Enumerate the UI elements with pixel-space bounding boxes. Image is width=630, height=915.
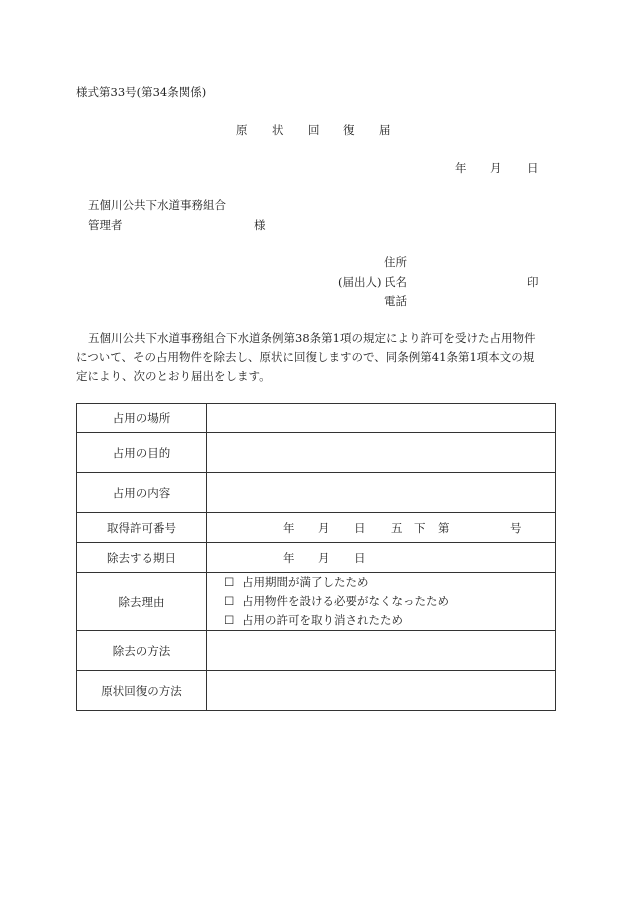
addressee-honorific: 様	[254, 218, 266, 232]
reason-option[interactable]	[224, 611, 555, 630]
table-row	[77, 573, 556, 631]
table-row	[77, 671, 556, 711]
reason-text: 占用の許可を取り消されたため	[242, 613, 403, 627]
removal-month: 月	[318, 551, 330, 565]
permit-number-field[interactable]	[207, 513, 556, 543]
reason-option[interactable]	[224, 573, 555, 592]
seal-mark: 印	[527, 275, 539, 289]
permit-prefix-1: 五	[391, 521, 403, 535]
table-row	[77, 473, 556, 513]
permit-prefix-2: 下	[414, 521, 426, 535]
form-number: 様式第33号(第34条関係)	[76, 85, 207, 99]
row-label: 占用の目的	[77, 433, 207, 473]
permit-month: 月	[318, 521, 330, 535]
title-char: 復	[343, 123, 355, 137]
permit-go: 号	[510, 521, 522, 535]
removal-day: 日	[354, 551, 366, 565]
row-label: 除去理由	[77, 573, 207, 631]
row-label: 占用の内容	[77, 473, 207, 513]
reason-text: 占用期間が満了したため	[242, 575, 369, 589]
removal-year: 年	[283, 551, 295, 565]
purpose-field[interactable]	[207, 433, 556, 473]
location-field[interactable]	[207, 404, 556, 433]
title-char: 原	[236, 123, 248, 137]
removal-date-field[interactable]	[207, 543, 556, 573]
form-table	[76, 403, 556, 711]
table-row	[77, 433, 556, 473]
table-row	[77, 631, 556, 671]
date-year: 年	[455, 161, 467, 175]
title-char: 状	[272, 123, 284, 137]
checkbox-icon[interactable]: ☐	[224, 575, 235, 589]
table-row	[77, 404, 556, 433]
row-label: 除去する期日	[77, 543, 207, 573]
date-month: 月	[490, 161, 502, 175]
reason-text: 占用物件を設ける必要がなくなったため	[242, 594, 449, 608]
reason-option[interactable]	[224, 592, 555, 611]
applicant-phone-label: 電話	[384, 294, 407, 308]
body-line: 定により、次のとおり届出をします。	[76, 369, 271, 383]
applicant-address-label: 住所	[384, 255, 407, 269]
addressee-role: 管理者	[88, 218, 123, 232]
permit-year: 年	[283, 521, 295, 535]
checkbox-icon[interactable]: ☐	[224, 613, 235, 627]
row-label: 取得許可番号	[77, 513, 207, 543]
reason-field	[207, 573, 556, 631]
date-day: 日	[527, 161, 539, 175]
table-row	[77, 513, 556, 543]
title-char: 回	[308, 123, 320, 137]
removal-method-field[interactable]	[207, 631, 556, 671]
permit-dai: 第	[438, 521, 450, 535]
title-char: 届	[379, 123, 391, 137]
permit-day: 日	[354, 521, 366, 535]
date-line	[455, 160, 545, 176]
row-label: 占用の場所	[77, 404, 207, 433]
row-label: 除去の方法	[77, 631, 207, 671]
addressee-organization: 五個川公共下水道事務組合	[88, 198, 226, 212]
body-line: 五個川公共下水道事務組合下水道条例第38条第1項の規定により許可を受けた占用物件	[88, 331, 536, 345]
checkbox-icon[interactable]: ☐	[224, 594, 235, 608]
applicant-name-prefix: (届出人)	[338, 275, 382, 289]
applicant-name-label: 氏名	[384, 275, 407, 289]
body-line: について、その占用物件を除去し、原状に回復しますので、同条例第41条第1項本文の規	[76, 350, 535, 364]
restoration-method-field[interactable]	[207, 671, 556, 711]
content-field[interactable]	[207, 473, 556, 513]
table-row	[77, 543, 556, 573]
row-label: 原状回復の方法	[77, 671, 207, 711]
